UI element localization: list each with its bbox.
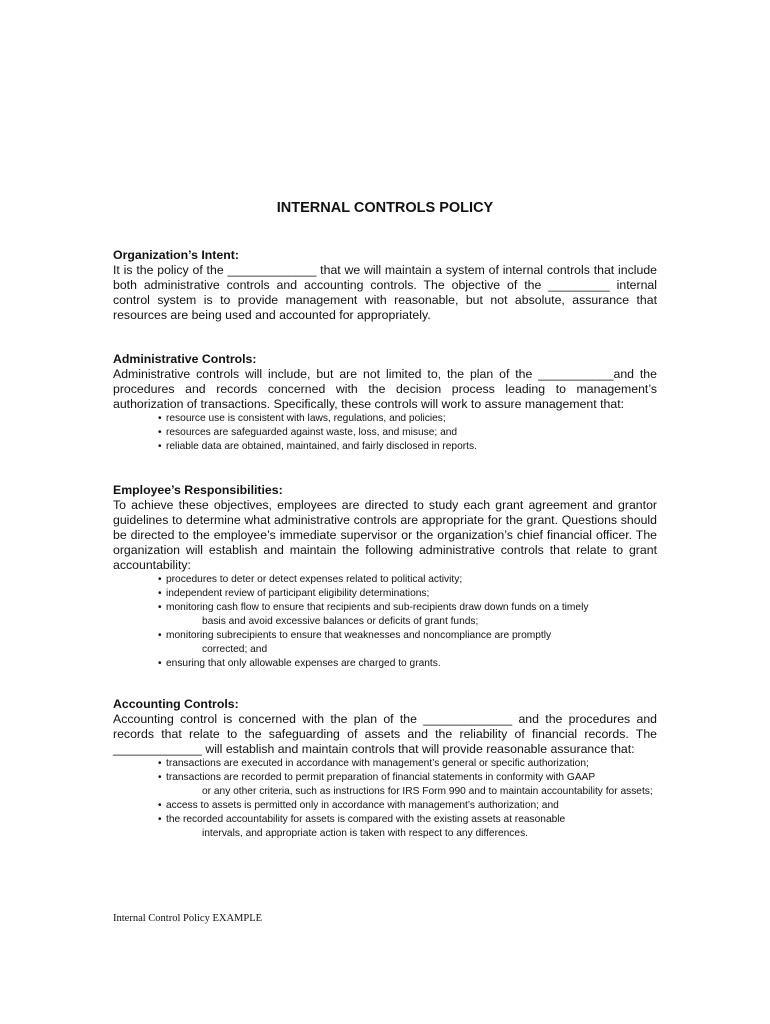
bullet-dot-icon: •	[158, 602, 162, 613]
bullet-item	[158, 601, 657, 629]
employee-heading: Employee’s Responsibilities:	[113, 483, 283, 497]
bullet-item	[158, 426, 657, 440]
employee-bullet-list	[113, 573, 657, 671]
bullet-text: reliable data are obtained, maintained, and fairly disclosed in reports.	[166, 441, 477, 452]
intent-paragraph: It is the policy of the _____________ that we will maintain a system of internal controls that include both administrative controls and accounting controls. The objective of the _________ internal control system is to provide management with reasonable, but not absolute, assurance that resources are being used and accounted for appropriately.	[113, 263, 657, 322]
bullet-dot-icon: •	[158, 574, 162, 585]
page-footer: Internal Control Policy EXAMPLE	[113, 913, 263, 924]
bullet-text: procedures to deter or detect expenses related to political activity;	[166, 574, 463, 585]
bullet-item	[158, 799, 657, 813]
section-accounting	[113, 697, 657, 841]
bullet-dot-icon: •	[158, 800, 162, 811]
bullet-item	[158, 813, 657, 841]
bullet-item	[158, 757, 657, 771]
bullet-continuation-text: or any other criteria, such as instructions for IRS Form 990 and to maintain accountability for assets;	[202, 786, 653, 797]
section-administrative	[113, 352, 657, 454]
administrative-paragraph: Administrative controls will include, but are not limited to, the plan of the ___________and the procedures and records concerned with the decision process leading to management’s authorization of transactions. Specifically, these controls will work to assure management that:	[113, 367, 657, 411]
accounting-bullet-list	[113, 757, 657, 841]
bullet-dot-icon: •	[158, 772, 162, 783]
bullet-item	[158, 440, 657, 454]
administrative-bullet-list	[113, 412, 657, 454]
bullet-dot-icon: •	[158, 441, 162, 452]
bullet-text: ensuring that only allowable expenses are charged to grants.	[166, 658, 441, 669]
section-employee	[113, 483, 657, 671]
intent-heading: Organization’s Intent:	[113, 248, 239, 262]
bullet-text: independent review of participant eligibility determinations;	[166, 588, 430, 599]
bullet-text: monitoring subrecipients to ensure that weaknesses and noncompliance are promptly	[166, 630, 552, 641]
accounting-paragraph: Accounting control is concerned with the plan of the _____________ and the procedures and records that relate to the safeguarding of assets and the reliability of financial records. The _____________ will establish and maintain controls that will provide reasonable assurance that:	[113, 712, 657, 756]
bullet-dot-icon: •	[158, 413, 162, 424]
employee-paragraph: To achieve these objectives, employees are directed to study each grant agreement and grantor guidelines to determine what administrative controls are appropriate for the grant. Questions should be directed to the employee’s immediate supervisor or the organization’s chief financial officer. The organization will establish and maintain the following administrative controls that relate to grant accountability:	[113, 498, 657, 572]
bullet-item	[158, 771, 657, 799]
section-intent	[113, 248, 657, 323]
bullet-continuation-text: corrected; and	[202, 644, 268, 655]
bullet-continuation-text: intervals, and appropriate action is taken with respect to any differences.	[202, 828, 528, 839]
document-title: INTERNAL CONTROLS POLICY	[276, 200, 494, 216]
bullet-continuation-text: basis and avoid excessive balances or deficits of grant funds;	[202, 616, 479, 627]
bullet-dot-icon: •	[158, 588, 162, 599]
bullet-item	[158, 629, 657, 657]
bullet-item	[158, 412, 657, 426]
bullet-dot-icon: •	[158, 630, 162, 641]
bullet-text: resource use is consistent with laws, regulations, and policies;	[166, 413, 446, 424]
bullet-text: transactions are recorded to permit preparation of financial statements in conformity with GAAP	[166, 772, 596, 783]
bullet-text: access to assets is permitted only in accordance with management’s authorization; and	[166, 800, 559, 811]
bullet-dot-icon: •	[158, 814, 162, 825]
bullet-text: monitoring cash flow to ensure that recipients and sub-recipients draw down funds on a timely	[166, 602, 589, 613]
administrative-heading: Administrative Controls:	[113, 352, 257, 366]
bullet-text: resources are safeguarded against waste, loss, and misuse; and	[166, 427, 458, 438]
bullet-text: the recorded accountability for assets is compared with the existing assets at reasonable	[166, 814, 566, 825]
bullet-dot-icon: •	[158, 758, 162, 769]
bullet-item	[158, 657, 657, 671]
accounting-heading: Accounting Controls:	[113, 697, 239, 711]
bullet-text: transactions are executed in accordance with management’s general or specific authorization;	[166, 758, 589, 769]
bullet-dot-icon: •	[158, 427, 162, 438]
bullet-item	[158, 587, 657, 601]
bullet-dot-icon: •	[158, 658, 162, 669]
bullet-item	[158, 573, 657, 587]
